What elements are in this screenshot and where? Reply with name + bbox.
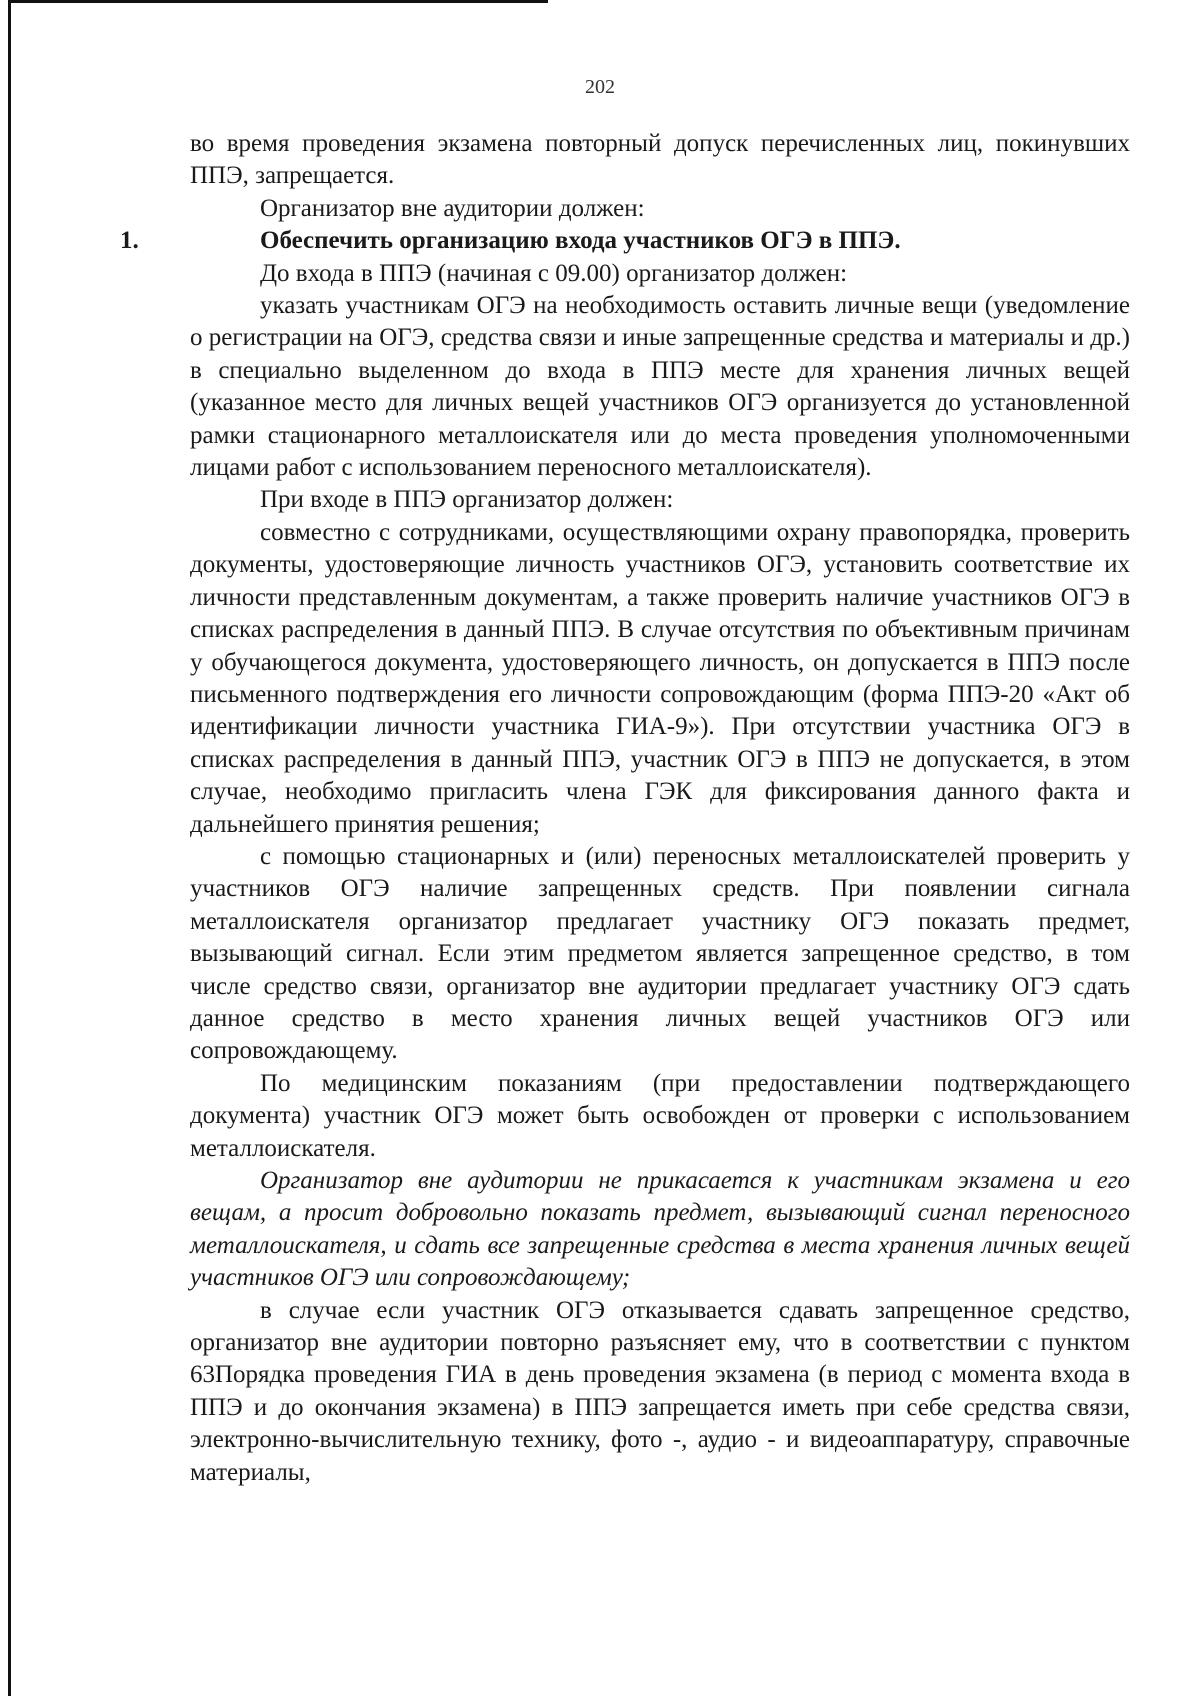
section-heading-text: Обеспечить организацию входа участников ОГЭ в ППЭ. <box>260 227 901 255</box>
section-number: 1. <box>120 227 139 255</box>
paragraph-continuation: во время проведения экзамена повторный допуск перечисленных лиц, покинувших ППЭ, запрещается. <box>190 130 1130 190</box>
scan-border-top <box>8 0 548 3</box>
paragraph-metal-detector: с помощью стационарных и (или) переносных металлоискателей проверить у участников ОГЭ наличие запрещенных средств. При появлении сигнала металлоискателя организатор предлагает участнику ОГЭ показать предмет, вызывающий сигнал. Если этим предметом является запрещенное средство, в том числе средство связи, организатор вне аудитории предлагает участнику ОГЭ сдать данное средство в место хранения личных вещей участников ОГЭ или сопровождающему. <box>190 842 1130 1065</box>
paragraph-personal-items: указать участникам ОГЭ на необходимость оставить личные вещи (уведомление о регистрации на ОГЭ, средства связи и иные запрещенные средства и материалы и др.) в специально выделенном до входа в ППЭ месте для хранения личных вещей (указанное место для личных вещей участников ОГЭ организуется до установленной рамки стационарного металлоискателя или до места проведения уполномоченными лицами работ с использованием переносного металлоискателя). <box>190 292 1130 482</box>
paragraph-no-touch-note: Организатор вне аудитории не прикасается к участникам экзамена и его вещам, а просит добровольно показать предмет, вызывающий сигнал переносного металлоискателя, и сдать все запрещенные средства в места хранения личных вещей участников ОГЭ или сопровождающему; <box>190 1167 1130 1292</box>
scan-border-left <box>8 0 11 1696</box>
section-heading <box>120 225 1130 257</box>
paragraph-medical-exemption: По медицинским показаниям (при предоставлении подтверждающего документа) участник ОГЭ может быть освобожден от проверки с использованием металлоискателя. <box>190 1069 1130 1162</box>
paragraph-organizer-duties-intro: Организатор вне аудитории должен: <box>260 194 645 222</box>
paragraph-document-check: совместно с сотрудниками, осуществляющими охрану правопорядка, проверить документы, удостоверяющие личность участников ОГЭ, установить соответствие их личности представленным документам, а также проверить наличие участников ОГЭ в списках распределения в данный ППЭ. В случае отсутствия по объективным причинам у обучающегося документа, удостоверяющего личность, он допускается в ППЭ после письменного подтверждения его личности сопровождающим (форма ППЭ-20 «Акт об идентификации личности участника ГИА-9»). При отсутствии участника ОГЭ в списках распределения в данный ППЭ, участник ОГЭ в ППЭ не допускается, в этом случае, необходимо пригласить члена ГЭК для фиксирования данного факта и дальнейшего принятия решения; <box>190 518 1130 838</box>
page-number: 202 <box>585 76 615 98</box>
document-body <box>120 128 1130 1489</box>
paragraph-before-entry: До входа в ППЭ (начиная с 09.00) организатор должен: <box>260 259 848 287</box>
paragraph-at-entry: При входе в ППЭ организатор должен: <box>260 486 674 514</box>
paragraph-refusal: в случае если участник ОГЭ отказывается сдавать запрещенное средство, организатор вне аудитории повторно разъясняет ему, что в соответствии с пунктом 63Порядка проведения ГИА в день проведения экзамена (в период с момента входа в ППЭ и до окончания экзамена) в ППЭ запрещается иметь при себе средства связи, электронно-вычислительную технику, фото -, аудио - и видеоаппаратуру, справочные материалы, <box>190 1296 1130 1486</box>
